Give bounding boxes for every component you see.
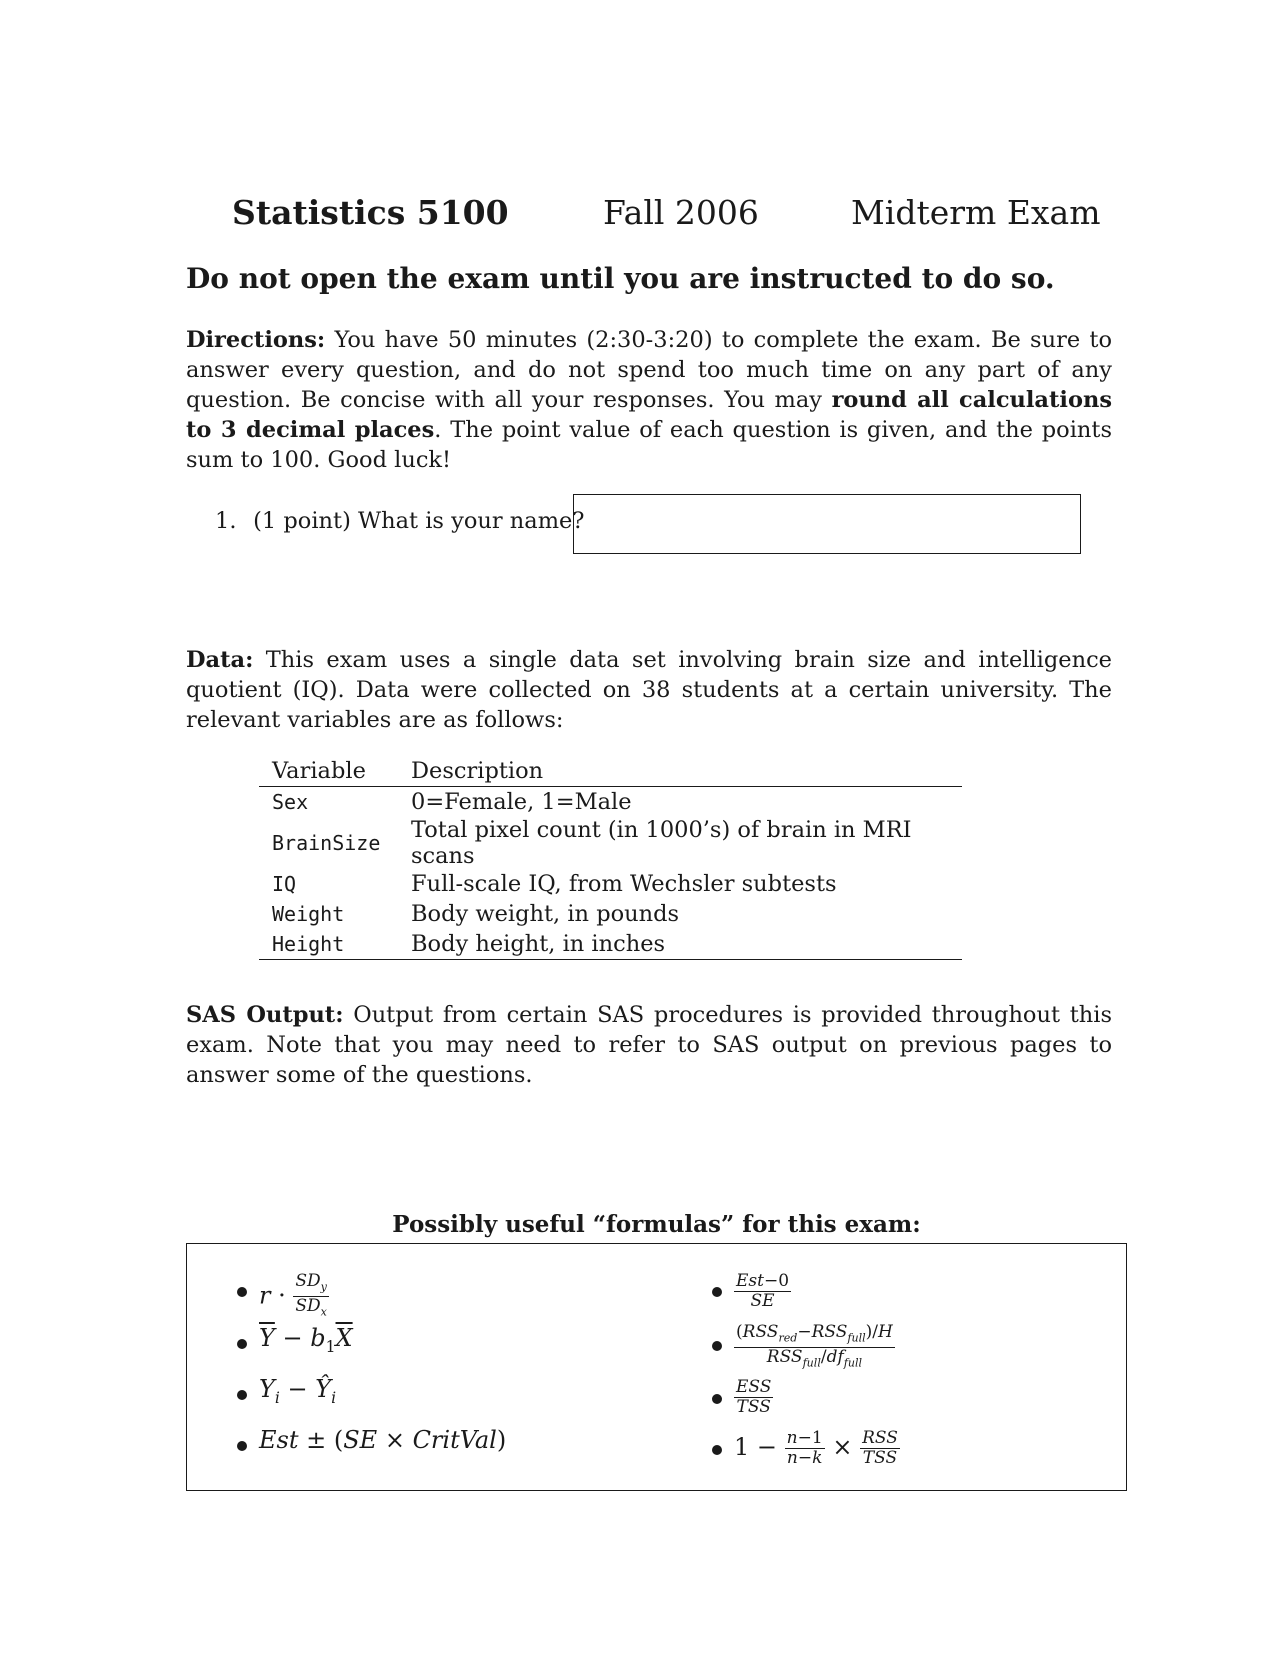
formulas-title: Possibly useful “formulas” for this exam: (392, 1211, 921, 1238)
sas-text: Output from certain SAS procedures is provided throughout this exam. Note that you may need to refer to SAS output on previous pages to answer some of the questions. (186, 1002, 1113, 1088)
directions-paragraph (186, 325, 1112, 475)
table-header-row (259, 756, 962, 787)
sas-paragraph (186, 1000, 1112, 1090)
data-text: This exam uses a single data set involving brain size and intelligence quotient (IQ). Data were collected on 38 students at a certain university. The relevant variables are as follows: (186, 647, 1112, 733)
bullet-icon (237, 1441, 247, 1451)
formula-r-squared: $\frac{\text{ESS}}{\text{TSS}}$ (736, 1377, 772, 1417)
formula-adjusted-r-squared: 1 − $\frac{n-1}{n-k}$ × $\frac{\text{RSS}}{\text{TSS}}$ (734, 1428, 898, 1468)
bullet-icon (712, 1445, 722, 1455)
bullet-icon (712, 1394, 722, 1404)
data-label: Data: (186, 647, 254, 673)
variable-name: BrainSize (272, 831, 381, 855)
formula-confidence-interval: Est ± (SE × CritVal) (259, 1426, 507, 1454)
variables-table (259, 756, 962, 960)
variable-description: 0=Female, 1=Male (411, 789, 632, 815)
exam-label: Midterm Exam (851, 193, 1101, 232)
table-row (259, 929, 962, 960)
bullet-icon (237, 1339, 247, 1349)
table-row (259, 817, 962, 869)
variable-name: Height (259, 929, 398, 960)
table-row (259, 787, 962, 818)
question-1-text: (1 point) What is your name? (253, 508, 585, 534)
formula-intercept: $\overline{Y} - b_1\overline{X}$ (259, 1324, 353, 1356)
formula-partial-f: $\frac{(RSS_{red}-RSS_{full})/H}{RSS_{full}/df_{full}}$ (736, 1322, 893, 1370)
data-paragraph (186, 645, 1112, 735)
name-answer-box[interactable] (573, 494, 1081, 554)
variable-description: Full-scale IQ, from Wechsler subtests (411, 871, 837, 897)
header-variable: Variable (259, 756, 398, 787)
directions-label: Directions: (186, 327, 326, 353)
sas-label: SAS Output: (186, 1002, 344, 1028)
bullet-icon (712, 1287, 722, 1297)
header-description: Description (398, 756, 962, 787)
exam-warning: Do not open the exam until you are instructed to do so. (186, 262, 1055, 295)
variable-description: Total pixel count (in 1000’s) of brain in MRI scans (411, 817, 912, 869)
variable-name: Weight (272, 902, 345, 926)
variable-name: Sex (272, 790, 309, 814)
variable-description: Body weight, in pounds (411, 901, 680, 927)
variable-name: IQ (272, 872, 297, 896)
variable-description: Body height, in inches (398, 929, 962, 960)
formula-residual: $Y_i$ − $Ŷ_i$ (259, 1375, 337, 1407)
course-title: Statistics 5100 (232, 193, 509, 232)
formulas-box (186, 1243, 1127, 1491)
question-1 (215, 508, 584, 534)
table-row (259, 899, 962, 929)
directions-emphasis: round all calculations to 3 decimal places (186, 387, 1112, 443)
bullet-icon (237, 1287, 247, 1297)
table-row (259, 869, 962, 899)
formula-slope: r · $\frac{SD_y}{SD_x}$ (259, 1271, 327, 1319)
directions-text-1: You have 50 minutes (2:30-3:20) to complete the exam. Be sure to answer every question, and do not spend too much time on any part of any question. Be concise with all your responses. You may (186, 327, 1112, 413)
question-1-number: 1. (215, 508, 237, 534)
directions-text-2: . The point value of each question is given, and the points sum to 100. Good luck! (186, 417, 1112, 473)
bullet-icon (237, 1390, 247, 1400)
bullet-icon (712, 1341, 722, 1351)
formula-t-statistic: $\frac{\text{Est−0}}{SE}$ (736, 1271, 790, 1311)
term-label: Fall 2006 (603, 193, 759, 232)
